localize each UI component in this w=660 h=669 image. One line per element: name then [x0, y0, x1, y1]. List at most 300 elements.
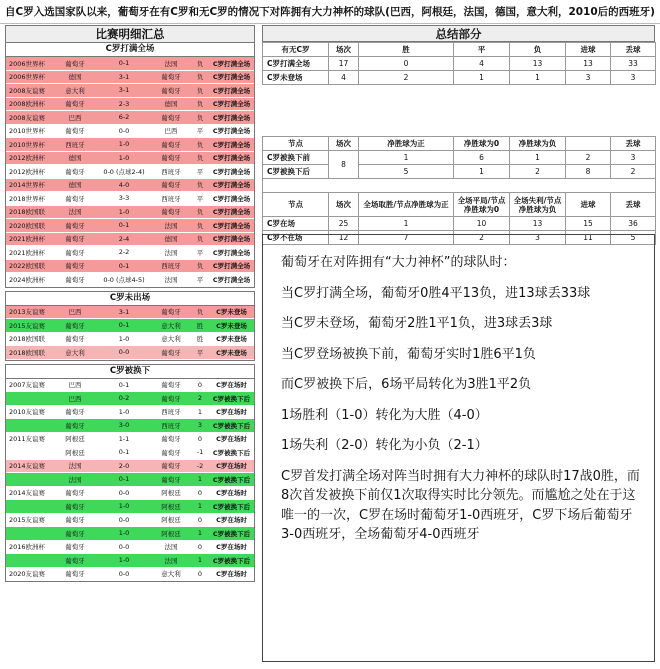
summary-cell: 1: [359, 217, 454, 231]
away-team: 葡萄牙: [161, 462, 181, 471]
match-section-subbed: [5, 364, 255, 583]
score: 1-1: [118, 434, 130, 443]
away-team: 西班牙: [161, 262, 181, 271]
away-team: 西班牙: [161, 408, 181, 417]
summary-cell: 3: [510, 231, 566, 245]
summary-cell: 1: [359, 151, 454, 165]
result: 平: [196, 275, 204, 284]
home-team: 法国: [68, 475, 82, 484]
status-label: C罗被换下后: [212, 529, 251, 538]
away-team: 西班牙: [161, 194, 181, 203]
summary-head-row: [263, 43, 656, 57]
status-label: C罗打满全场: [212, 208, 251, 217]
analysis-paragraph: 当C罗登场被换下前，葡萄牙实时1胜6平1负: [281, 346, 536, 362]
summary-head-cell: 场次: [329, 43, 359, 57]
score: 2-2: [118, 248, 130, 257]
match-row: [6, 419, 254, 433]
match-row: [6, 527, 254, 541]
result: 胜: [196, 335, 204, 344]
status-label: C罗打满全场: [212, 86, 251, 95]
summary-row: [263, 217, 656, 231]
summary-head-cell: 场次: [329, 193, 359, 217]
match-event: 2021欧洲杯: [9, 235, 46, 244]
status-label: C罗打满全场: [212, 167, 251, 176]
summary-head-cell: 场次: [329, 137, 359, 151]
score: 0-1: [118, 59, 130, 68]
result: 负: [196, 140, 204, 149]
away-team: 葡萄牙: [161, 308, 181, 317]
match-row: [6, 514, 254, 528]
summary-cell: 13: [510, 57, 566, 71]
away-team: 法国: [164, 543, 178, 552]
summary-head-cell: 丢球: [611, 193, 656, 217]
away-team: 意大利: [161, 570, 181, 579]
summary-head-cell: 全场失利/节点净胜球为负: [510, 193, 566, 217]
status-label: C罗打满全场: [212, 113, 251, 122]
summary-table: [262, 42, 656, 245]
match-row: [6, 392, 254, 406]
summary-cell: 2: [510, 165, 566, 179]
match-event: 2022欧国联: [9, 262, 46, 271]
summary-cell: 10: [454, 217, 510, 231]
result: -2: [196, 461, 204, 470]
summary-cell: 25: [329, 217, 359, 231]
away-team: 葡萄牙: [161, 86, 181, 95]
summary-head-cell: 净胜球为负: [510, 137, 566, 151]
status-label: C罗被换下后: [212, 556, 251, 565]
away-team: 阿根廷: [161, 502, 181, 511]
away-team: 巴西: [164, 127, 178, 136]
summary-head-cell: 有无C罗: [263, 43, 329, 57]
result: 平: [196, 348, 204, 357]
away-team: 葡萄牙: [161, 435, 181, 444]
summary-row: [263, 71, 656, 85]
match-event: 2014友谊赛: [9, 489, 46, 498]
summary-cell: 1: [454, 165, 510, 179]
status-label: C罗被换下后: [212, 421, 251, 430]
result: 1: [197, 529, 203, 538]
match-row: [6, 406, 254, 420]
home-team: 葡萄牙: [65, 275, 85, 284]
score: 0-1: [118, 261, 130, 270]
result: 胜: [196, 321, 204, 330]
score: 1-0: [118, 502, 130, 511]
page-title: 自C罗入选国家队以来，葡萄牙在有C罗和无C罗的情况下对阵拥有大力神杯的球队(巴西，阿根廷，法国，德国，意大利，2010后的西班牙): [0, 0, 660, 24]
home-team: 葡萄牙: [65, 100, 85, 109]
home-team: 葡萄牙: [65, 529, 85, 538]
summary-head-cell: [566, 137, 611, 151]
result: 0: [197, 515, 203, 524]
result: 0: [197, 488, 203, 497]
home-team: 意大利: [65, 348, 85, 357]
match-row: [6, 125, 254, 139]
home-team: 巴西: [68, 113, 82, 122]
away-team: 法国: [164, 248, 178, 257]
score: 2-4: [118, 234, 130, 243]
match-row: [6, 260, 254, 274]
summary-head-cell: 进球: [566, 193, 611, 217]
score: 1-0: [118, 207, 130, 216]
match-row: [6, 473, 254, 487]
home-team: 葡萄牙: [65, 335, 85, 344]
away-team: 葡萄牙: [161, 154, 181, 163]
home-team: 巴西: [68, 394, 82, 403]
summary-cell: C罗在场: [263, 217, 329, 231]
status-label: C罗在场时: [216, 408, 247, 417]
home-team: 葡萄牙: [65, 321, 85, 330]
result: 负: [196, 208, 204, 217]
status-label: C罗被换下后: [212, 394, 251, 403]
home-team: 葡萄牙: [65, 516, 85, 525]
match-row: [6, 233, 254, 247]
summary-cell: 3: [611, 71, 656, 85]
status-label: C罗在场时: [216, 489, 247, 498]
analysis-paragraph: 1场失利（2-0）转化为小负（2-1）: [281, 438, 488, 453]
summary-cell: 36: [611, 217, 656, 231]
away-team: 葡萄牙: [161, 381, 181, 390]
away-team: 意大利: [161, 321, 181, 330]
home-team: 葡萄牙: [65, 556, 85, 565]
match-row: [6, 500, 254, 514]
score: 0-1: [118, 321, 130, 330]
summary-head-cell: 进球: [566, 43, 611, 57]
summary-header: 总结部分: [262, 25, 655, 42]
match-event: 2008欧洲杯: [9, 100, 46, 109]
match-event: 2018欧国联: [9, 348, 46, 357]
away-team: 葡萄牙: [161, 348, 181, 357]
summary-head-cell: 胜: [359, 43, 454, 57]
summary-cell: C罗未登场: [263, 71, 329, 85]
summary-cell: C罗被换下后: [263, 165, 329, 179]
match-row: [6, 206, 254, 220]
match-event: 2015友谊赛: [9, 321, 46, 330]
result: 0: [197, 380, 203, 389]
match-event: 2011友谊赛: [9, 435, 46, 444]
summary-row: [263, 165, 656, 179]
home-team: 西班牙: [65, 140, 85, 149]
home-team: 阿根廷: [65, 435, 85, 444]
status-label: C罗打满全场: [212, 73, 251, 82]
summary-cell: 3: [611, 151, 656, 165]
away-team: 意大利: [161, 335, 181, 344]
analysis-paragraph: C罗首发打满全场对阵当时拥有大力神杯的球队时17战0胜，而8次首发被换下前仅1次取得实时比分领先。而尴尬之处在于这唯一的一次，C罗在场时葡萄牙1-0西班牙，C罗下场后葡萄牙3-0西班牙，全场葡萄牙4-0西班牙: [281, 468, 640, 542]
match-event: 2018欧国联: [9, 335, 46, 344]
status-label: C罗被换下后: [212, 448, 251, 457]
status-label: C罗未登场: [216, 308, 247, 317]
result: 负: [196, 235, 204, 244]
match-row: [6, 446, 254, 460]
score: 0-0 (点球2-4): [103, 167, 145, 176]
summary-head-cell: 丢球: [611, 43, 656, 57]
match-row: [6, 98, 254, 112]
status-label: C罗打满全场: [212, 100, 251, 109]
away-team: 德国: [164, 100, 178, 109]
match-row: [6, 84, 254, 98]
score: 1-0: [118, 529, 130, 538]
status-label: C罗打满全场: [212, 194, 251, 203]
result: 负: [196, 113, 204, 122]
result: 3: [197, 421, 203, 430]
home-team: 德国: [68, 181, 82, 190]
summary-head-cell: 平: [454, 43, 510, 57]
summary-cell: 4: [454, 57, 510, 71]
status-label: C罗打满全场: [212, 235, 251, 244]
away-team: 阿根廷: [161, 489, 181, 498]
score: 0-1: [118, 221, 130, 230]
match-event: 2006世界杯: [9, 73, 46, 82]
away-team: 西班牙: [161, 167, 181, 176]
score: 0-0: [118, 569, 130, 578]
summary-cell: 33: [611, 57, 656, 71]
analysis-paragraph: 当C罗打满全场，葡萄牙0胜4平13负，进13球丢33球: [281, 285, 591, 301]
result: 1: [197, 475, 203, 484]
match-row: [6, 554, 254, 568]
result: 平: [196, 194, 204, 203]
match-detail-header: 比赛明细汇总: [6, 26, 254, 43]
match-detail-panel: [5, 25, 255, 585]
summary-head-row: [263, 137, 656, 151]
summary-head-cell: 节点: [263, 137, 329, 151]
summary-cell: 15: [566, 217, 611, 231]
match-row: [6, 346, 254, 360]
match-row: [6, 487, 254, 501]
match-section-absent: [5, 291, 255, 361]
summary-cell: 2: [611, 165, 656, 179]
match-row: [6, 57, 254, 71]
match-event: 2010世界杯: [9, 127, 46, 136]
home-team: 葡萄牙: [65, 59, 85, 68]
score: 1-0: [118, 407, 130, 416]
away-team: 阿根廷: [161, 516, 181, 525]
score: 0-1: [118, 448, 130, 457]
home-team: 葡萄牙: [65, 221, 85, 230]
result: 1: [197, 556, 203, 565]
summary-head-cell: 净胜球为正: [359, 137, 454, 151]
score: 1-0: [118, 556, 130, 565]
home-team: 德国: [68, 154, 82, 163]
score: 1-0: [118, 153, 130, 162]
score: 2-0: [118, 461, 130, 470]
match-event: 2007友谊赛: [9, 381, 46, 390]
match-event: 2012欧洲杯: [9, 167, 46, 176]
result: -1: [196, 448, 204, 457]
summary-cell: 7: [359, 231, 454, 245]
match-row: [6, 319, 254, 333]
summary-cell: 2: [359, 71, 454, 85]
home-team: 阿根廷: [65, 448, 85, 457]
summary-head-cell: 节点: [263, 193, 329, 217]
match-rows: [6, 306, 254, 360]
match-row: [6, 306, 254, 320]
match-row: [6, 273, 254, 287]
status-label: C罗在场时: [216, 381, 247, 390]
score: 0-1: [118, 380, 130, 389]
summary-cell: C罗不在场: [263, 231, 329, 245]
status-label: C罗打满全场: [212, 221, 251, 230]
status-label: C罗未登场: [216, 348, 247, 357]
home-team: 葡萄牙: [65, 235, 85, 244]
score: 3-1: [118, 307, 130, 316]
section-title: C罗未出场: [6, 292, 254, 306]
home-team: 葡萄牙: [65, 262, 85, 271]
result: 平: [196, 127, 204, 136]
status-label: C罗打满全场: [212, 181, 251, 190]
status-label: C罗打满全场: [212, 127, 251, 136]
summary-row: [263, 57, 656, 71]
status-label: C罗在场时: [216, 435, 247, 444]
status-label: C罗打满全场: [212, 140, 251, 149]
score: 4-0: [118, 180, 130, 189]
result: 负: [196, 181, 204, 190]
match-event: 2024欧洲杯: [9, 275, 46, 284]
away-team: 法国: [164, 556, 178, 565]
away-team: 阿根廷: [161, 529, 181, 538]
summary-head-cell: 净胜球为0: [454, 137, 510, 151]
home-team: 法国: [68, 208, 82, 217]
home-team: 葡萄牙: [65, 421, 85, 430]
match-event: 2015友谊赛: [9, 516, 46, 525]
match-row: [6, 433, 254, 447]
result: 2: [197, 394, 203, 403]
summary-cell: C罗被换下前: [263, 151, 329, 165]
result: 1: [197, 407, 203, 416]
home-team: 意大利: [65, 86, 85, 95]
summary-cell: 1: [454, 71, 510, 85]
home-team: 葡萄牙: [65, 543, 85, 552]
away-team: 德国: [164, 235, 178, 244]
match-row: [6, 165, 254, 179]
away-team: 西班牙: [161, 421, 181, 430]
score: 0-2: [118, 394, 130, 403]
summary-head-cell: 全场平局/节点净胜球为0: [454, 193, 510, 217]
summary-cell: 17: [329, 57, 359, 71]
home-team: 葡萄牙: [65, 408, 85, 417]
match-row: [6, 541, 254, 555]
match-row: [6, 152, 254, 166]
status-label: C罗打满全场: [212, 154, 251, 163]
result: 1: [197, 502, 203, 511]
home-team: 葡萄牙: [65, 167, 85, 176]
summary-cell: 5: [359, 165, 454, 179]
summary-head-cell: 负: [510, 43, 566, 57]
summary-cell: 1: [510, 71, 566, 85]
score: 1-0: [118, 334, 130, 343]
home-team: 巴西: [68, 381, 82, 390]
match-event: 2018世界杯: [9, 194, 46, 203]
summary-cell: C罗打满全场: [263, 57, 329, 71]
summary-cell: 3: [566, 71, 611, 85]
status-label: C罗在场时: [216, 462, 247, 471]
result: 负: [196, 221, 204, 230]
result: 0: [197, 434, 203, 443]
summary-cell: 4: [329, 71, 359, 85]
match-section-full: [5, 25, 255, 288]
home-team: 葡萄牙: [65, 489, 85, 498]
score: 3-0: [118, 421, 130, 430]
summary-cell: 6: [454, 151, 510, 165]
away-team: 葡萄牙: [161, 394, 181, 403]
summary-cell: 11: [566, 231, 611, 245]
result: 平: [196, 167, 204, 176]
summary-cell: 8: [329, 151, 359, 179]
match-event: 2010友谊赛: [9, 408, 46, 417]
match-row: [6, 219, 254, 233]
match-event: 2018欧国联: [9, 208, 46, 217]
spacer: [263, 85, 656, 137]
match-row: [6, 179, 254, 193]
home-team: 法国: [68, 462, 82, 471]
result: 负: [196, 308, 204, 317]
summary-panel: [262, 25, 655, 245]
status-label: C罗在场时: [216, 516, 247, 525]
summary-cell: 5: [611, 231, 656, 245]
score: 0-0: [118, 348, 130, 357]
score: 3-1: [118, 72, 130, 81]
match-event: 2020友谊赛: [9, 570, 46, 579]
away-team: 葡萄牙: [161, 113, 181, 122]
result: 负: [196, 86, 204, 95]
section-title: C罗被换下: [6, 365, 254, 379]
analysis-paragraph: 当C罗未登场，葡萄牙2胜1平1负，进3球丢3球: [281, 316, 553, 331]
score: 0-0 (点球4-5): [103, 275, 145, 284]
result: 负: [196, 262, 204, 271]
home-team: 葡萄牙: [65, 502, 85, 511]
summary-cell: 2: [454, 231, 510, 245]
summary-cell: 13: [566, 57, 611, 71]
status-label: C罗被换下后: [212, 502, 251, 511]
analysis-paragraph: 而C罗被换下后，6场平局转化为3胜1平2负: [281, 377, 532, 392]
home-team: 葡萄牙: [65, 248, 85, 257]
match-event: 2006世界杯: [9, 59, 46, 68]
match-row: [6, 333, 254, 347]
section-title: C罗打满全场: [6, 43, 254, 57]
score: 6-2: [118, 113, 130, 122]
summary-head-cell: 全场取胜/节点净胜球为正: [359, 193, 454, 217]
score: 1-0: [118, 140, 130, 149]
match-event: 2012欧洲杯: [9, 154, 46, 163]
summary-cell: 8: [566, 165, 611, 179]
match-event: 2014友谊赛: [9, 462, 46, 471]
match-event: 2016欧洲杯: [9, 543, 46, 552]
score: 0-0: [118, 515, 130, 524]
result: 平: [196, 248, 204, 257]
match-rows: [6, 57, 254, 287]
summary-head-row: [263, 193, 656, 217]
result: 0: [197, 542, 203, 551]
away-team: 法国: [164, 59, 178, 68]
home-team: 德国: [68, 73, 82, 82]
result: 负: [196, 59, 204, 68]
score: 0-0: [118, 488, 130, 497]
summary-cell: 1: [510, 151, 566, 165]
home-team: 葡萄牙: [65, 570, 85, 579]
status-label: C罗在场时: [216, 570, 247, 579]
away-team: 葡萄牙: [161, 140, 181, 149]
summary-head-cell: 丢球: [611, 137, 656, 151]
score: 2-3: [118, 99, 130, 108]
score: 0-0: [118, 542, 130, 551]
match-event: 2021欧洲杯: [9, 248, 46, 257]
status-label: C罗打满全场: [212, 275, 251, 284]
match-row: [6, 246, 254, 260]
away-team: 法国: [164, 275, 178, 284]
match-row: [6, 460, 254, 474]
match-event: 2008友谊赛: [9, 86, 46, 95]
result: 负: [196, 73, 204, 82]
summary-cell: 2: [566, 151, 611, 165]
away-team: 法国: [164, 221, 178, 230]
away-team: 葡萄牙: [161, 448, 181, 457]
